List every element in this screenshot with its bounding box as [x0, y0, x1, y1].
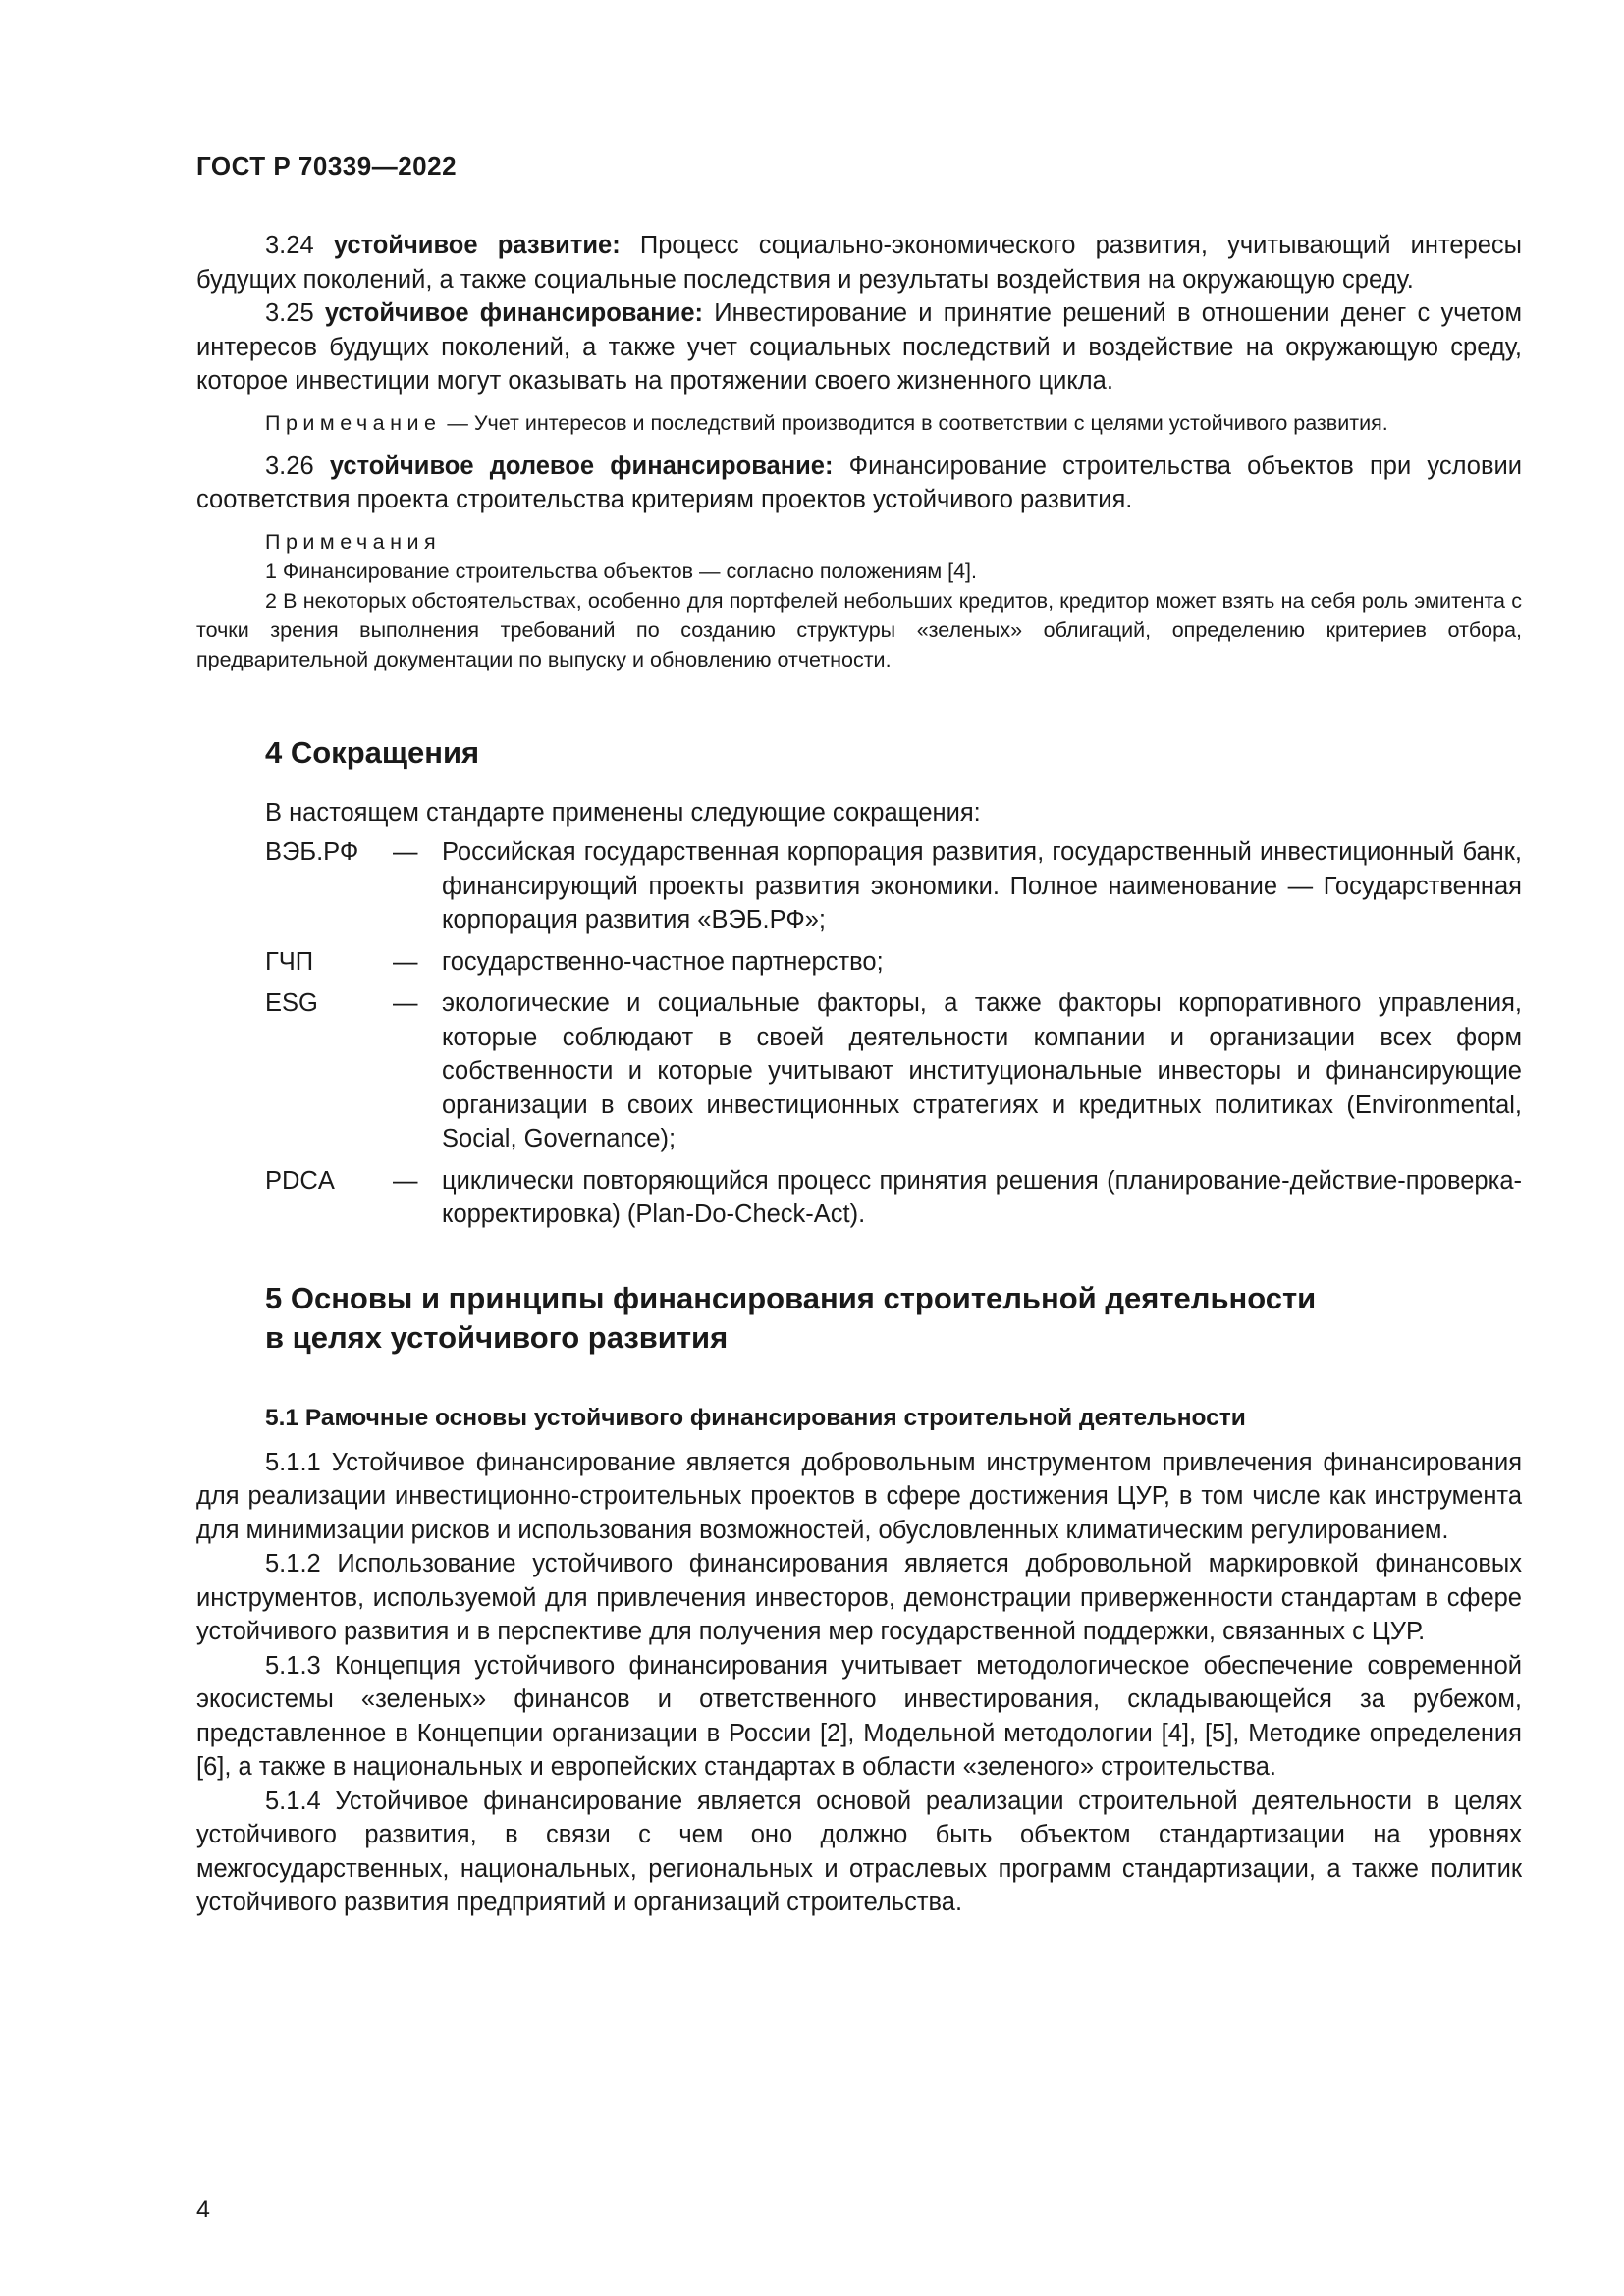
section-4-title: 4 Сокращения	[265, 734, 480, 770]
abbreviation-row	[265, 987, 1522, 1164]
note-3-25	[196, 408, 1522, 438]
paragraph-5-1-1: 5.1.1 Устойчивое финансирование является добровольным инструментом привлечения финансирования для реализации инвестиционно-строительных проектов в сфере достижения ЦУР, в том числе как инструмента для минимизации рисков и использования возможностей, обусловленных климатическим регулированием.	[196, 1448, 1522, 1544]
paragraph-5-1-2: 5.1.2 Использование устойчивого финансирования является добровольной маркировкой финансовых инструментов, используемой для привлечения инвесторов, демонстрации приверженности стандартам в сфере устойчивого развития и в перспективе для получения мер государственной поддержки, связанных с ЦУР.	[196, 1550, 1522, 1645]
definition-3-26	[196, 450, 1522, 517]
definition-number: 3.25	[265, 299, 314, 327]
note-label: Примечание	[265, 410, 442, 435]
section-5-title-line-1: 5 Основы и принципы финансирования строительной деятельности	[265, 1280, 1317, 1315]
abbreviation-term: PDCA	[265, 1166, 335, 1195]
abbreviation-dash: —	[393, 947, 418, 976]
abbreviations-table	[265, 835, 1522, 1240]
section-5-title-line-2: в целях устойчивого развития	[265, 1319, 729, 1355]
definition-term: устойчивое долевое финансирование:	[329, 452, 834, 480]
subsection-5-1-title: 5.1 Рамочные основы устойчивого финансирования строительной деятельности	[265, 1404, 1246, 1431]
abbreviation-definition: экологические и социальные факторы, а также факторы корпоративного управления, которые соблюдают в своей деятельности компании и организации всех форм собственности и которые учитывают институциональные инвесторы и финансирующие организации в своих инвестиционных стратегиях и кредитных политиках (Environmental, Social, Governance);	[442, 989, 1522, 1152]
abbreviation-row	[265, 1164, 1522, 1240]
notes-label: Примечания	[265, 529, 442, 554]
definition-number: 3.24	[265, 232, 314, 259]
definition-3-25	[196, 296, 1522, 399]
abbreviation-definition: государственно-частное партнерство;	[442, 947, 884, 976]
paragraph-5-1-4: 5.1.4 Устойчивое финансирование является основой реализации строительной деятельности в целях устойчивого развития, в связи с чем оно должно быть объектом стандартизации на уровнях межгосударственных, национальных, региональных и отраслевых программ стандартизации, а также политик устойчивого развития предприятий и организаций строительства.	[196, 1787, 1522, 1916]
page-number: 4	[196, 2196, 210, 2223]
abbreviation-definition: циклически повторяющийся процесс принятия решения (планирование-действие-проверка-корректировка) (Plan-Do-Check-Act).	[442, 1166, 1522, 1228]
definition-term: устойчивое развитие:	[333, 232, 621, 259]
abbreviation-dash: —	[393, 1166, 418, 1195]
abbreviation-term: ГЧП	[265, 947, 314, 976]
definition-text: Финансирование строительства объектов при условии соответствия проекта строительства критериям проектов устойчивого развития.	[196, 452, 1522, 513]
abbreviation-dash: —	[393, 989, 418, 1017]
note-text: — Учет интересов и последствий производится в соответствии с целями устойчивого развития.	[441, 410, 1388, 435]
abbreviation-term: ВЭБ.РФ	[265, 838, 359, 866]
abbreviation-row	[265, 945, 1522, 988]
paragraph-5-1-3: 5.1.3 Концепция устойчивого финансирования учитывает методологическое обеспечение современной экосистемы «зеленых» финансов и ответственного инвестирования, складывающейся за рубежом, представленное в Концепции организации в России [2], Модельной методологии [4], [5], Методике определения [6], а также в национальных и европейских стандартах в области «зеленого» строительства.	[196, 1651, 1522, 1781]
document-id: ГОСТ Р 70339—2022	[196, 151, 458, 181]
note-item-2: 2 В некоторых обстоятельствах, особенно для портфелей небольших кредитов, кредитор может взять на себя роль эмитента с точки зрения выполнения требований по созданию структуры «зеленых» облигаций, определению критериев отбора, предварительной документации по выпуску и обновлению отчетности.	[196, 588, 1522, 671]
page-body	[196, 147, 1522, 1920]
abbreviation-term: ESG	[265, 989, 318, 1017]
note-item-1: 1 Финансирование строительства объектов — согласно положениям [4].	[265, 559, 977, 583]
definition-term: устойчивое финансирование:	[324, 299, 704, 327]
abbreviation-dash: —	[393, 838, 418, 866]
abbreviation-definition: Российская государственная корпорация развития, государственный инвестиционный банк, финансирующий проекты развития экономики. Полное наименование — Государственная корпорация развития «ВЭБ.РФ»;	[442, 838, 1522, 934]
definition-text: Процесс социально-экономического развития, учитывающий интересы будущих поколений, а также социальные последствия и результаты воздействия на окружающую среду.	[196, 232, 1522, 294]
definition-text: Инвестирование и принятие решений в отношении денег с учетом интересов будущих поколений, а также учет социальных последствий и воздействие на окружающую среду, которое инвестиции могут оказывать на протяжении своего жизненного цикла.	[196, 299, 1522, 395]
definition-number: 3.26	[265, 452, 314, 480]
definition-3-24	[196, 229, 1522, 296]
abbreviation-row	[265, 835, 1522, 945]
section-4-intro: В настоящем стандарте применены следующие сокращения:	[265, 798, 981, 827]
